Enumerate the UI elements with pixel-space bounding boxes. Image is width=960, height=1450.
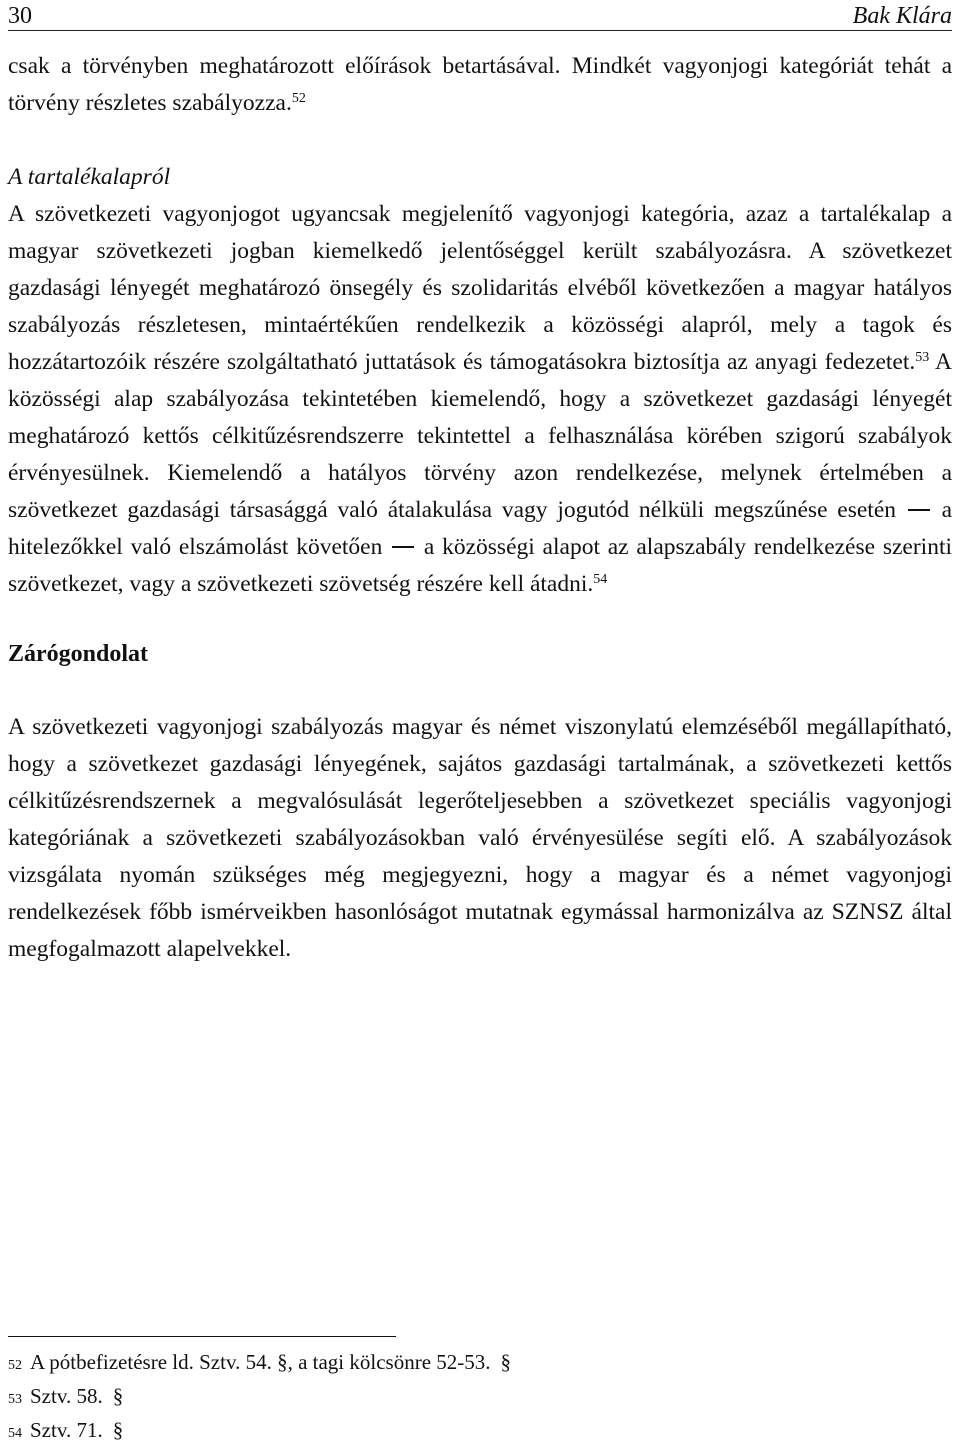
page-number: 30 — [8, 3, 32, 29]
footnote-ref-53[interactable]: 53 — [915, 350, 930, 365]
dash — [392, 546, 414, 548]
paragraph-3: A szövetkezeti vagyonjogi szabályozás magyar és német viszonylatú elemzéséből megállapítható, hogy a szövetkezet gazdasági lényegének, sajátos gazdasági tartalmának, a szövetkezeti kettős célkitűzésrendszernek a megvalósulását legerőteljesebben a szövetkezet speciális vagyonjogi kategóriának a szövetkezeti szabályozásokban való érvényesülése segíti elő. A szabályozások vizsgálata nyomán szükséges még megjegyezni, hogy a magyar és a német vagyonjogi rendelkezések főbb ismérveikben hasonlóságot mutatnak egymással harmonizálva az SZNSZ által megfogalmazott alapelvekkel. — [8, 714, 952, 962]
section-mark: § — [112, 1418, 124, 1442]
paragraph-1-text: csak a törvényben meghatározott előírások betartásával. Mindkét vagyonjogi kategóriát tehát a törvény részletes szabályozza. — [8, 53, 952, 116]
footnote-number: 53 — [8, 1392, 22, 1407]
footnote-54 — [8, 1415, 952, 1449]
footnote-text: Sztv. 71. — [30, 1418, 103, 1442]
footnote-number: 54 — [8, 1426, 22, 1441]
main-text — [8, 48, 952, 968]
section-title: Zárógondolat — [8, 641, 149, 667]
paragraph-2 — [8, 196, 952, 603]
footnotes — [8, 1336, 952, 1449]
section-mark: § — [500, 1350, 512, 1374]
section-mark: § — [112, 1384, 124, 1408]
paragraph-2-text-b: A közösségi alap szabályozása tekintetében kiemelendő, hogy a szövetkezet gazdasági lényegét meghatározó kettős célkitűzésrendszerre tekintettel a felhasználása körében szigorú szabályok érvényesülnek. Kiemelendő a hatályos törvény azon rendelkezése, melynek értelmében a szövetkezet gazdasági társasággá való átalakulása vagy jogutód nélküli megszűnése esetén — [8, 349, 952, 523]
footnote-divider — [8, 1336, 396, 1337]
footnote-ref-54[interactable]: 54 — [593, 572, 608, 587]
footnote-number: 52 — [8, 1358, 22, 1373]
footnote-ref-52[interactable]: 52 — [291, 91, 306, 106]
footnote-53 — [8, 1381, 952, 1415]
paragraph-2-text-a: A szövetkezeti vagyonjogot ugyancsak megjelenítő vagyonjogi kategória, azaz a tartalékalap a magyar szövetkezeti jogban kiemelkedő jelentőséggel került szabályozásra. A szövetkezet gazdasági lényegét meghatározó önsegély és szolidaritás elvéből következően a magyar hatályos szabályozás részletesen, mintaértékűen rendelkezik a közösségi alapról, mely a tagok és hozzátartozóik részére szolgáltatható juttatások és támogatásokra biztosítja az anyagi fedezetet. — [8, 201, 952, 375]
paragraph-2-text-d: a közösségi alapot az alapszabály rendelkezése szerinti szövetkezet, vagy a szövetkezeti szövetség részére kell átadni. — [8, 534, 952, 597]
subheading-tartalekalap: A tartalékalapról — [8, 164, 171, 190]
footnote-text: A pótbefizetésre ld. Sztv. 54. §, a tagi kölcsönre 52-53. — [30, 1350, 491, 1374]
paragraph-2-text-c: a hitelezőkkel való elszámolást követően — [8, 497, 952, 560]
dash — [908, 509, 930, 511]
footnote-52 — [8, 1347, 952, 1381]
running-header — [8, 0, 952, 31]
footnote-text: Sztv. 58. — [30, 1384, 103, 1408]
running-author: Bak Klára — [852, 3, 952, 29]
paragraph-1 — [8, 48, 952, 122]
